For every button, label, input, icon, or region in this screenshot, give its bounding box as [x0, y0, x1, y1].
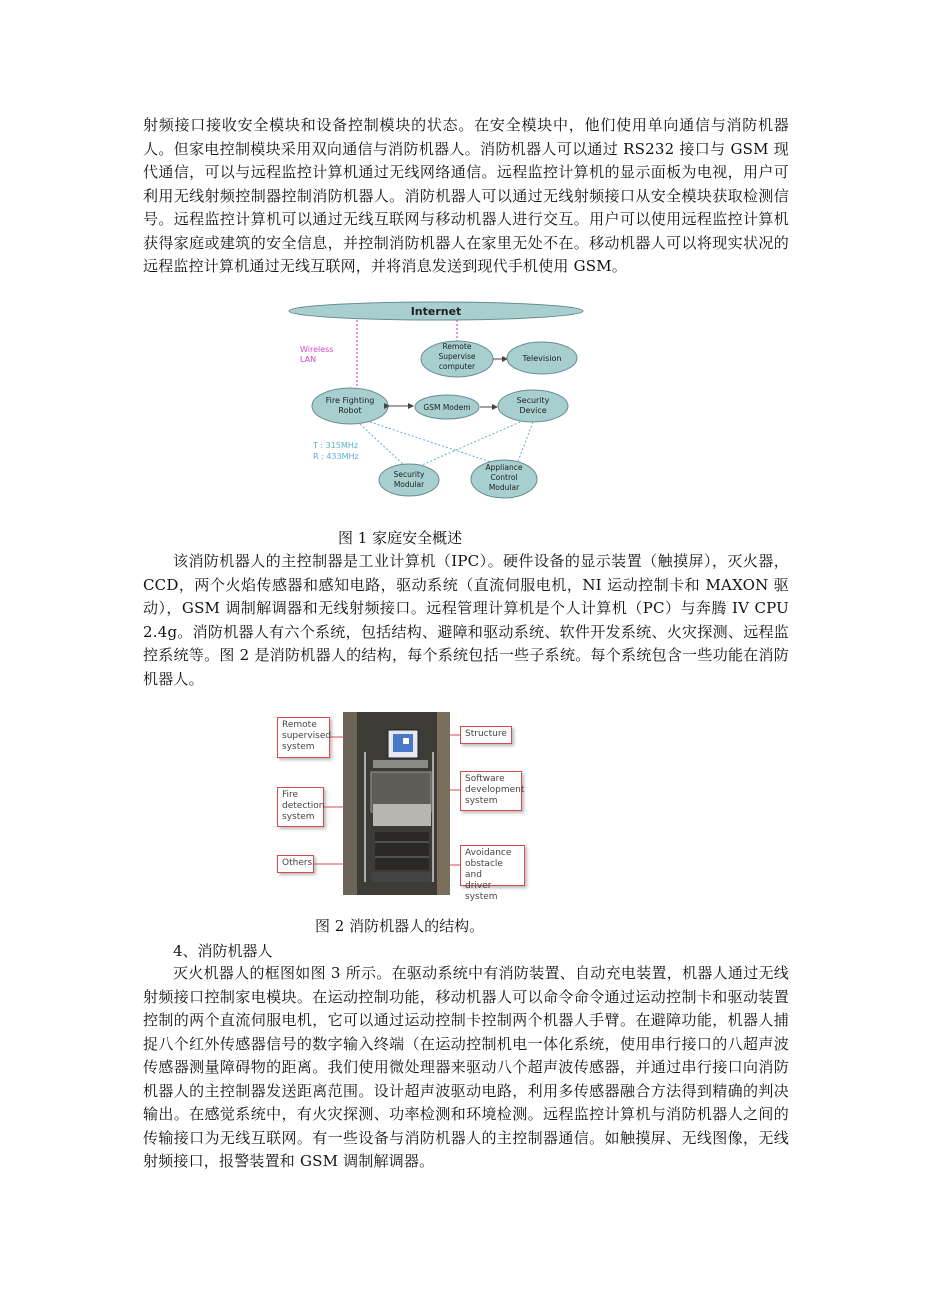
fire-robot-label-2: Robot [338, 406, 362, 415]
label-avoidance-line-2: obstacle and [465, 859, 503, 880]
paragraph-3: 灭火机器人的框图如图 3 所示。在驱动系统中有消防装置、自动充电装置，机器人通过无线射频接口控制家电模块。在运动控制功能，移动机器人可以命令命令通过运动控制卡和驱动装置控制的两个直流伺服电机，它可以通过运动控制卡控制两个机器人手臂。在避障功能，机器人捕捉八个红外传感器信号的数字输入终端（在运动控制机电一体化系统，使用串行接口的八超声波传感器测量障碍物的距离。我们使用微处理器来驱动八个超声波传感器，并通过串行接口向消防机器人的主控制器发送距离范围。设计超声波驱动电路，利用多传感器融合方法得到精确的判决输出。在感觉系统中，有火灾探测、功率检测和环境检测。远程监控计算机与消防机器人之间的传输接口为无线互联网。有一些设备与消防机器人的主控制器通信。如触摸屏、无线图像，无线射频接口，报警装置和 GSM 调制解调器。 [143, 964, 789, 1170]
label-software-line-3: system [465, 796, 498, 806]
label-remote-line-1: Remote [282, 720, 317, 730]
remote-label-1: Remote [442, 342, 472, 351]
wireless-label: Wireless [300, 345, 334, 354]
figure-1-caption: 图 1 家庭安全概述 [338, 529, 463, 547]
remote-label-3: computer [438, 362, 476, 371]
label-fire-line-1: Fire [282, 790, 299, 800]
figure-2-caption: 图 2 消防机器人的结构。 [315, 917, 485, 935]
security-modular-label-2: Modular [393, 480, 425, 489]
section-heading: 4、消防机器人 [173, 942, 273, 960]
label-remote-line-2: supervised [282, 731, 332, 741]
appliance-label-3: Modular [488, 483, 520, 492]
freq-r: R : 433MHz [313, 452, 359, 461]
label-avoidance-line-3: driver system [465, 881, 498, 902]
appliance-label-2: Control [490, 473, 518, 482]
fire-robot-label-1: Fire Fighting [325, 396, 375, 405]
label-structure-text: Structure [465, 729, 507, 739]
label-avoidance-line-1: Avoidance [465, 848, 512, 858]
security-device-label-1: Security [516, 396, 550, 405]
label-others-text: Others [282, 858, 313, 868]
label-software-line-2: development [465, 785, 525, 795]
security-device-label-2: Device [519, 406, 547, 415]
label-fire-line-3: system [282, 812, 315, 822]
paragraph-1: 射频接口接收安全模块和设备控制模块的状态。在安全模块中，他们使用单向通信与消防机器人。但家电控制模块采用双向通信与消防机器人。消防机器人可以通过 RS232 接口与 GSM 现代通信，可以与远程监控计算机通过无线网络通信。远程监控计算机的显示面板为电视，用户可利用无线射频控制器控制消防机器人。消防机器人可以通过无线射频接口从安全模块获取检测信号。远程监控计算机可以通过无线互联网与移动机器人进行交互。用户可以使用远程监控计算机获得家庭或建筑的安全信息，并控制消防机器人在家里无处不在。移动机器人可以将现实状况的远程监控计算机通过无线互联网，并将消息发送到现代手机使用 GSM。 [143, 116, 789, 275]
lan-label: LAN [300, 355, 317, 364]
label-software-line-1: Software [465, 774, 505, 784]
security-modular-label-1: Security [393, 470, 425, 479]
freq-t: T : 315MHz [313, 441, 359, 450]
gsm-label: GSM Modem [423, 403, 471, 412]
label-fire-line-2: detection [282, 801, 325, 811]
appliance-label-1: Appliance [485, 463, 523, 472]
television-label: Television [522, 354, 562, 363]
internet-label: Internet [410, 305, 462, 318]
paragraph-2: 该消防机器人的主控制器是工业计算机（IPC）。硬件设备的显示装置（触摸屏），灭火器，CCD，两个火焰传感器和感知电路，驱动系统（直流伺服电机，NI 运动控制卡和 MAXON 驱动），GSM 调制解调器和无线射频接口。远程管理计算机是个人计算机（PC）与奔腾 IV CPU 2.4g。消防机器人有六个系统，包括结构、避障和驱动系统、软件开发系统、火灾探测、远程监控系统等。图 2 是消防机器人的结构，每个系统包括一些子系统。每个系统包含一些功能在消防机器人。 [143, 552, 789, 688]
remote-label-2: Supervise [438, 352, 476, 361]
label-remote-line-3: system [282, 742, 315, 752]
